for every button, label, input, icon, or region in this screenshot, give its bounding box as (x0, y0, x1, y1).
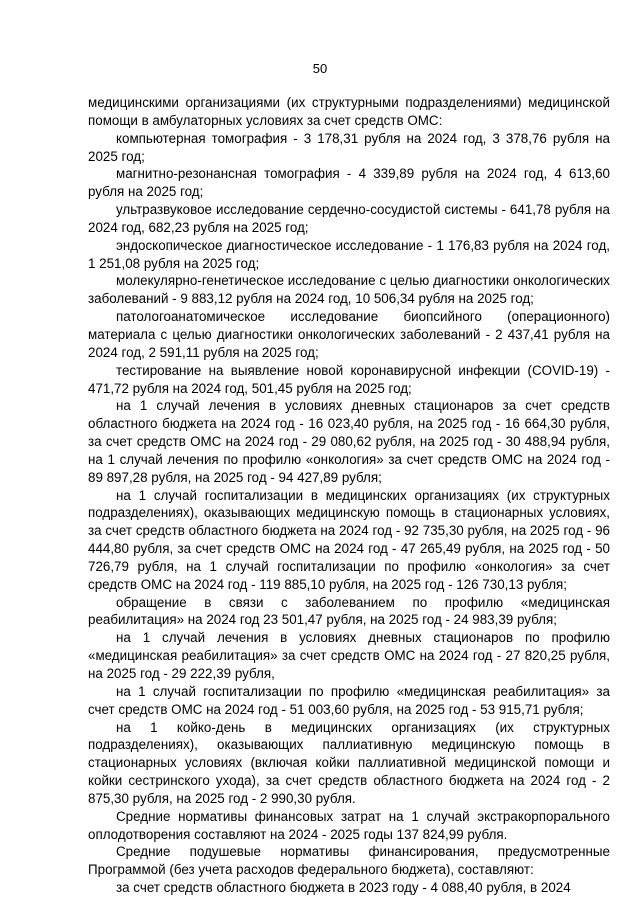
paragraph-intro-continuation: медицинскими организациями (их структурными подразделениями) медицинской помощи в амбулаторных условиях за счет средств ОМС: (88, 95, 610, 128)
paragraph-rehab-hospitalization: на 1 случай госпитализации по профилю «медицинская реабилитация» за счет средств ОМС на 2024 год - 51 003,60 рубля, на 2025 год - 53 915,71 рубля; (88, 683, 610, 717)
paragraph-ivf: Средние нормативы финансовых затрат на 1 случай экстракорпорального оплодотворения составляют на 2024 - 2025 годы 137 824,99 рубля. (88, 808, 610, 842)
paragraph-pathology: патологоанатомическое исследование биопсийного (операционного) материала с целью диагностики онкологических заболеваний - 2 437,41 рубля на 2024 год, 2 591,11 рубля на 2025 год; (88, 309, 610, 360)
paragraph-computed-tomography: компьютерная томография - 3 178,31 рубля на 2024 год, 3 378,76 рубля на 2025 год; (88, 130, 610, 164)
body-text (88, 94, 610, 897)
paragraph-per-capita-norms: Средние подушевые нормативы финансирования, предусмотренные Программой (без учета расходов федерального бюджета), составляют: (88, 844, 610, 878)
paragraph-regional-budget: за счет средств областного бюджета в 2023 году - 4 088,40 рубля, в 2024 (116, 880, 571, 896)
paragraph-day-hospital: на 1 случай лечения в условиях дневных стационаров за счет средств областного бюджета на 2024 год - 16 023,40 рубля, на 2025 год - 16 664,30 рубля, за счет средств ОМС на 2024 год - 29 080,62 рубля, на 2025 год - 30 488,94 рубля, на 1 случай лечения по профилю «онкология» за счет средств ОМС на 2024 год - 89 897,28 рубля, на 2025 год - 94 427,89 рубля; (88, 398, 610, 485)
paragraph-molecular-genetic: молекулярно-генетическое исследование с целью диагностики онкологических заболеваний - 9 883,12 рубля на 2024 год, 10 506,34 рубля на 2025 год; (88, 273, 610, 307)
paragraph-rehab-day-hospital: на 1 случай лечения в условиях дневных стационаров по профилю «медицинская реабилитация» за счет средств ОМС на 2024 год - 27 820,25 рубля, на 2025 год - 29 222,39 рубля, (88, 630, 610, 681)
paragraph-mri: магнитно-резонансная томография - 4 339,89 рубля на 2024 год, 4 613,60 рубля на 2025 год; (88, 166, 610, 200)
paragraph-palliative-bed-day: на 1 койко-день в медицинских организациях (их структурных подразделениях), оказывающих паллиативную медицинскую помощь в стационарных условиях (включая койки паллиативной медицинской помощи и койки сестринского ухода), за счет средств областного бюджета на 2024 год - 2 875,30 рубля, на 2025 год - 2 990,30 рубля. (88, 719, 610, 806)
paragraph-cardiac-ultrasound: ультразвуковое исследование сердечно-сосудистой системы - 641,78 рубля на 2024 год, 682,23 рубля на 2025 год; (88, 202, 610, 235)
paragraph-covid-testing: тестирование на выявление новой коронавирусной инфекции (COVID-19) - 471,72 рубля на 2024 год, 501,45 рубля на 2025 год; (88, 362, 610, 396)
paragraph-rehab-visit: обращение в связи с заболеванием по профилю «медицинская реабилитация» на 2024 год 23 501,47 рубля, на 2025 год - 24 983,39 рубля; (88, 594, 610, 628)
paragraph-hospitalization: на 1 случай госпитализации в медицинских организациях (их структурных подразделениях), оказывающих медицинскую помощь в стационарных условиях, за счет средств областного бюджета на 2024 год - 92 735,30 рубля, на 2025 год - 96 444,80 рубля, за счет средств ОМС на 2024 год - 47 265,49 рубля, на 2025 год - 50 726,79 рубля, на 1 случай госпитализации по профилю «онкология» за счет средств ОМС на 2024 год - 119 885,10 рубля, на 2025 год - 126 730,13 рубля; (88, 487, 610, 592)
page-number: 50 (312, 61, 328, 76)
paragraph-endoscopy: эндоскопическое диагностическое исследование - 1 176,83 рубля на 2024 год, 1 251,08 рубля на 2025 год; (88, 237, 610, 271)
